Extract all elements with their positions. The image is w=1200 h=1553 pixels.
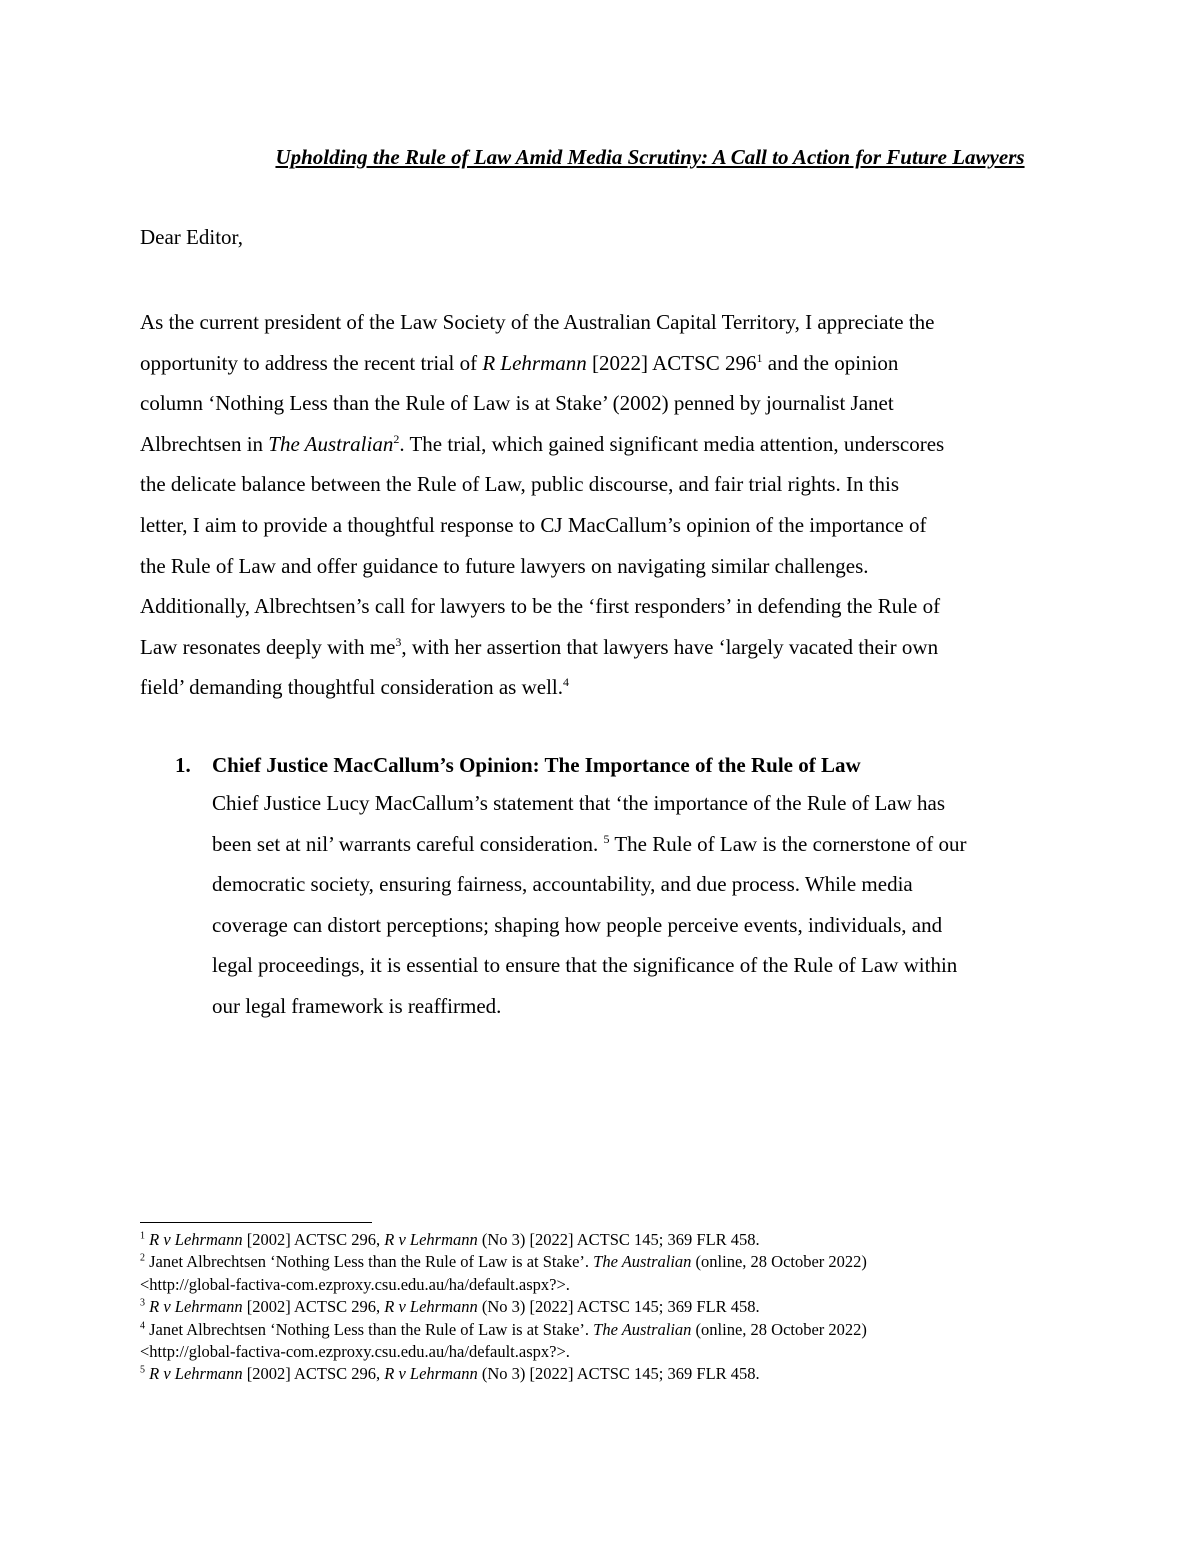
section-heading [175,747,1135,783]
text-run: [2002] ACTSC 296, [242,1230,385,1249]
intro-line [140,464,1080,505]
section-body-line [212,905,1135,946]
italic-text: R v Lehrmann [149,1230,243,1249]
footnote-line [140,1296,1100,1318]
italic-text: R v Lehrmann [149,1297,243,1317]
text-run: The Rule of Law is the cornerstone of our [609,831,967,856]
text-run: democratic society, ensuring fairness, accountability, and due process. While media [212,872,913,897]
footnote-line [140,1341,1100,1363]
footnote-line [140,1363,1100,1385]
footnotes [140,1229,1100,1386]
section-body [212,783,1135,1027]
italic-text: The Australian [268,431,394,456]
intro-line [140,302,1080,343]
text-run: <http://global-factiva-com.ezproxy.csu.edu.au/ha/default.aspx?>. [140,1342,570,1362]
italic-text: R v Lehrmann [384,1230,478,1249]
footnote-line [140,1251,1100,1273]
section-body-line [212,864,1135,905]
text-run: Albrechtsen in [140,431,269,456]
footnote-line [140,1319,1100,1341]
intro-line [140,383,1080,424]
text-run: the Rule of Law and offer guidance to future lawyers on navigating similar challenges. [140,553,869,578]
footnote-ref: 4 [563,675,570,690]
footnote-ref: 1 [756,350,763,365]
text-run: [2002] ACTSC 296, [242,1297,385,1317]
intro-line [140,586,1080,627]
section-heading-text: Chief Justice MacCallum’s Opinion: The Importance of the Rule of Law [212,753,861,777]
italic-text: R v Lehrmann [149,1364,243,1384]
intro-line [140,667,1080,708]
footnote-ref: 2 [393,431,400,446]
text-run: . The trial, which gained significant media attention, underscores [399,431,945,456]
text-run: (online, 28 October 2022) [691,1319,867,1339]
text-run: Chief Justice Lucy MacCallum’s statement that ‘the importance of the Rule of Law has [212,791,946,815]
footnote-ref: 3 [140,1297,145,1309]
italic-text: R v Lehrmann [384,1297,478,1317]
footnote-line [140,1274,1100,1296]
italic-text: R v Lehrmann [384,1364,478,1384]
text-run: our legal framework is reaffirmed. [212,993,502,1018]
footnote-line [140,1229,1100,1251]
text-run: Janet Albrechtsen ‘Nothing Less than the Rule of Law is at Stake’. [145,1252,594,1272]
text-run: legal proceedings, it is essential to ensure that the significance of the Rule of Law within [212,953,958,978]
italic-text: The Australian [593,1319,692,1339]
footnote-ref: 5 [140,1364,145,1376]
footnote-ref: 2 [140,1252,145,1264]
text-run: opportunity to address the recent trial of [140,350,483,375]
section-body-line [212,824,1135,865]
intro-line [140,343,1080,384]
intro-line [140,627,1080,668]
section-body-line [212,945,1135,986]
footnote-ref: 3 [395,634,402,649]
italic-text: R Lehrmann [482,350,587,375]
text-run: and the opinion [762,350,899,375]
text-run: letter, I aim to provide a thoughtful response to CJ MacCallum’s opinion of the importance of [140,512,927,537]
letter-title: Upholding the Rule of Law Amid Media Scrutiny: A Call to Action for Future Lawyers [275,145,1025,169]
footnote-ref: 1 [140,1230,145,1242]
text-run: column ‘Nothing Less than the Rule of Law is at Stake’ (2002) penned by journalist Janet [140,391,894,416]
text-run: been set at nil’ warrants careful consideration. [212,831,604,856]
intro-line [140,546,1080,587]
intro-line [140,424,1080,465]
text-run: [2002] ACTSC 296, [242,1364,385,1384]
intro-paragraph [140,302,1080,708]
italic-text: The Australian [593,1252,692,1272]
section-number: 1. [175,753,191,777]
text-run: , with her assertion that lawyers have ‘largely vacated their own [401,634,939,659]
text-run: Additionally, Albrechtsen’s call for lawyers to be the ‘first responders’ in defending the Rule of [140,594,941,619]
footnote-ref: 4 [140,1320,145,1332]
text-run: Law resonates deeply with me [140,634,396,659]
text-run: <http://global-factiva-com.ezproxy.csu.edu.au/ha/default.aspx?>. [140,1274,570,1294]
text-run: Janet Albrechtsen ‘Nothing Less than the Rule of Law is at Stake’. [145,1319,594,1339]
text-run: As the current president of the Law Society of the Australian Capital Territory, I appreciate the [140,310,935,334]
text-run: [2022] ACTSC 296 [586,350,757,375]
text-run: (No 3) [2022] ACTSC 145; 369 FLR 458. [477,1364,760,1384]
section-body-line [212,986,1135,1027]
text-run: the delicate balance between the Rule of Law, public discourse, and fair trial rights. In this [140,472,900,497]
text-run: coverage can distort perceptions; shaping how people perceive events, individuals, and [212,912,943,937]
text-run: field’ demanding thoughtful consideration as well. [140,675,564,700]
intro-line [140,505,1080,546]
footnote-ref: 5 [603,831,610,846]
section-1 [175,747,1135,1027]
section-body-line [212,783,1135,824]
text-run: (No 3) [2022] ACTSC 145; 369 FLR 458. [477,1297,760,1317]
text-run: (No 3) [2022] ACTSC 145; 369 FLR 458. [477,1230,760,1249]
text-run: (online, 28 October 2022) [691,1252,867,1272]
footnote-separator [140,1222,372,1223]
salutation: Dear Editor, [140,225,243,249]
